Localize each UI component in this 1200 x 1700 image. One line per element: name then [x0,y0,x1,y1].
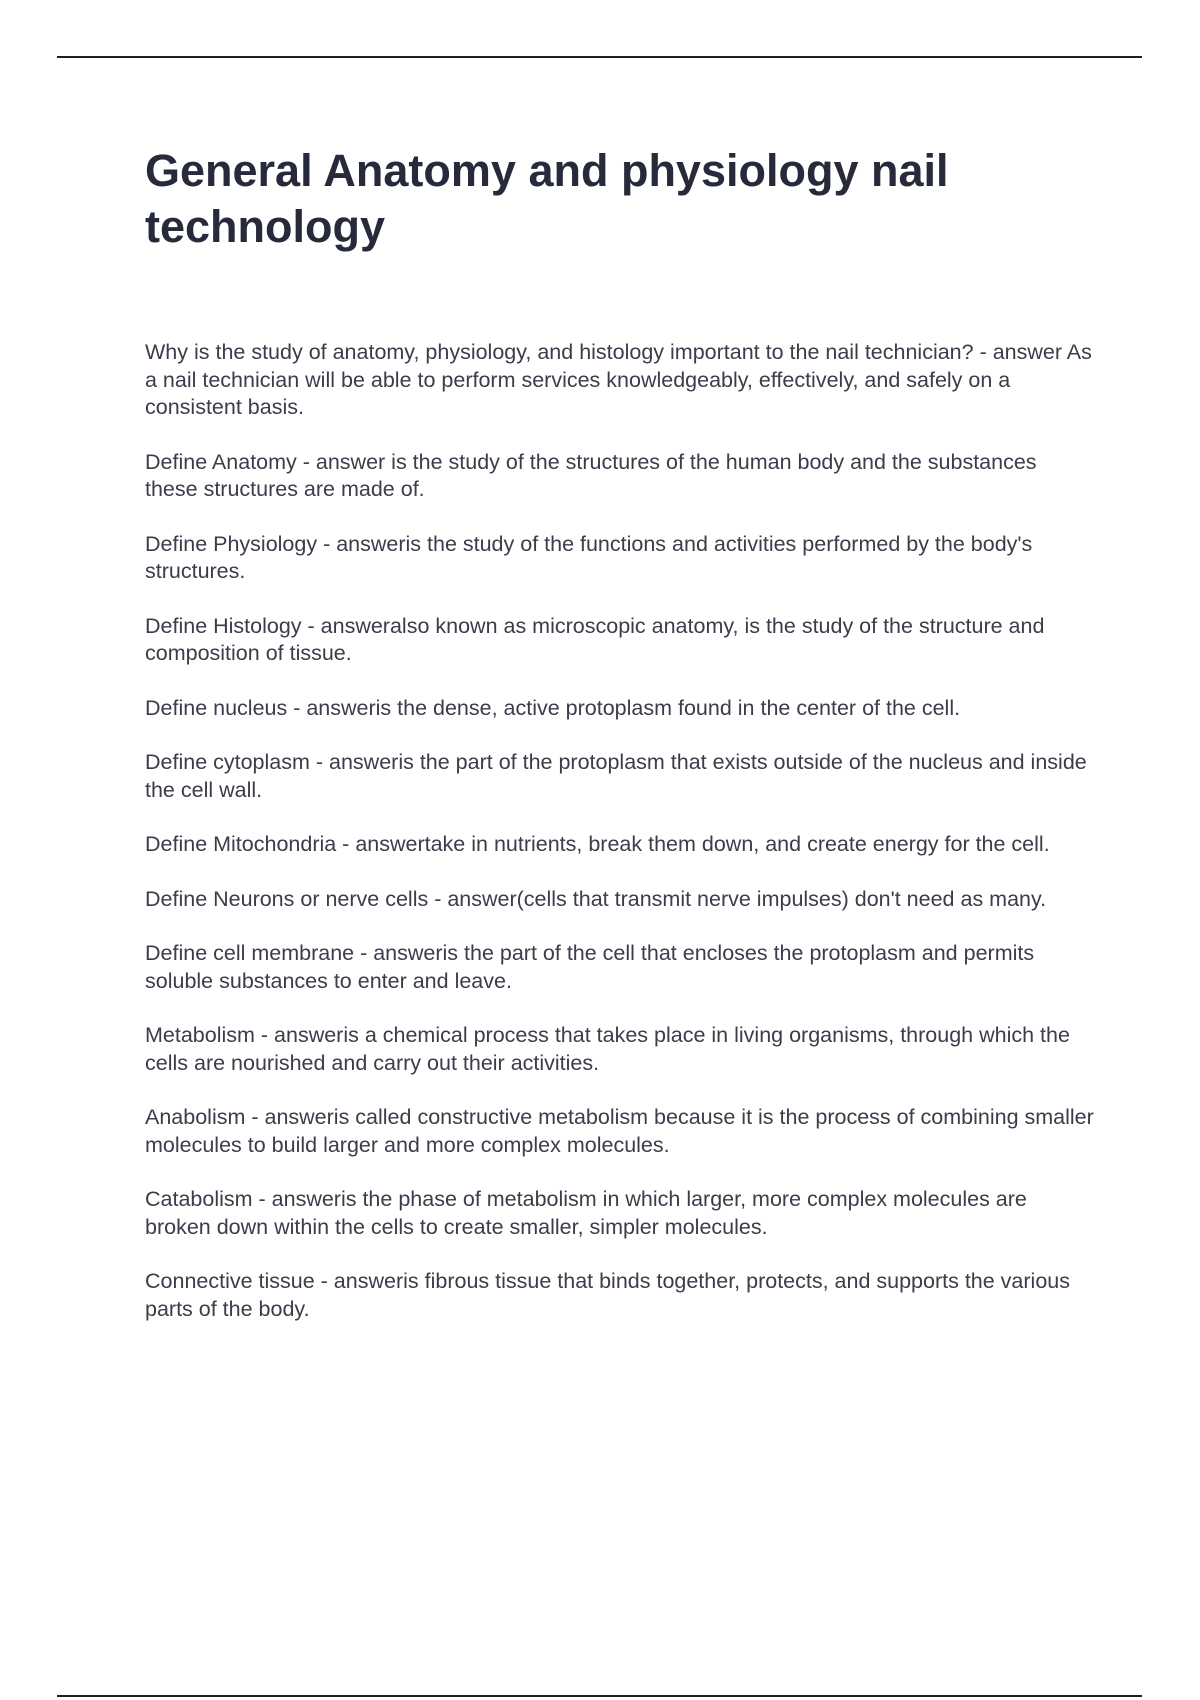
qa-item: Define Histology - answeralso known as microscopic anatomy, is the study of the structure and composition of tissue. [145,613,1045,665]
qa-item: Catabolism - answeris the phase of metabolism in which larger, more complex molecules are broken down within the cells to create smaller, simpler molecules. [145,1187,1027,1239]
qa-item: Define Mitochondria - answertake in nutrients, break them down, and create energy for the cell. [145,832,1050,856]
qa-list [145,339,1095,1350]
qa-item: Define Physiology - answeris the study of the functions and activities performed by the body's structures. [145,531,1033,583]
qa-item: Define Anatomy - answer is the study of the structures of the human body and the substances these structures are made of. [145,449,1037,501]
header-rule [57,56,1142,58]
qa-item: Define Neurons or nerve cells - answer(cells that transmit nerve impulses) don't need as many. [145,886,1047,911]
qa-item: Connective tissue - answeris fibrous tissue that binds together, protects, and supports the various parts of the body. [145,1269,1070,1321]
footer-rule [57,1695,1142,1697]
qa-item: Why is the study of anatomy, physiology, and histology important to the nail technician? - answer As a nail technician will be able to perform services knowledgeably, effectively, and safely on a consistent basis. [145,340,1092,419]
qa-item: Define cytoplasm - answeris the part of the protoplasm that exists outside of the nucleus and inside the cell wall. [145,750,1087,802]
document-title: General Anatomy and physiology nail technology [145,145,949,252]
qa-item: Define nucleus - answeris the dense, active protoplasm found in the center of the cell. [145,695,961,720]
qa-item: Define cell membrane - answeris the part of the cell that encloses the protoplasm and permits soluble substances to enter and leave. [145,941,1035,993]
qa-item: Anabolism - answeris called constructive metabolism because it is the process of combining smaller molecules to build larger and more complex molecules. [145,1105,1094,1157]
qa-item: Metabolism - answeris a chemical process that takes place in living organisms, through which the cells are nourished and carry out their activities. [145,1023,1070,1075]
